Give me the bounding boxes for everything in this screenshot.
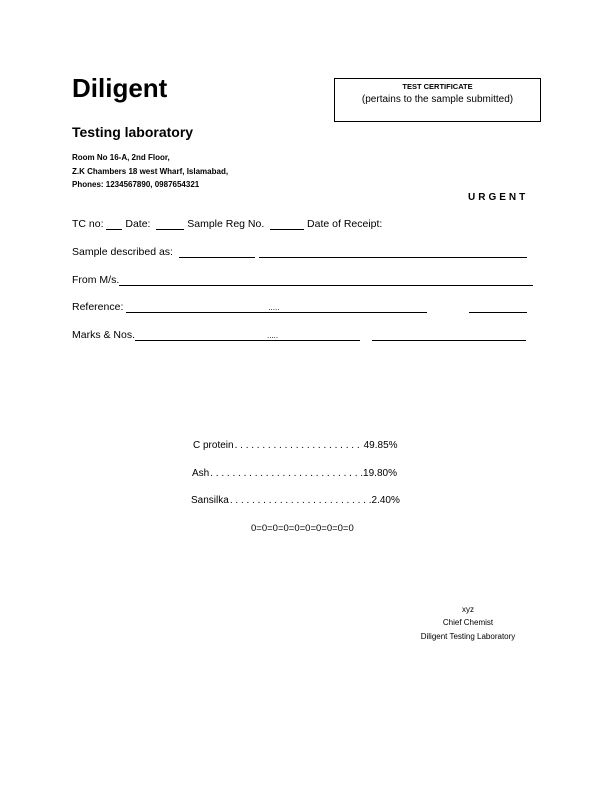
separator: 0=0=0=0=0=0=0=0=0=0 <box>251 523 354 534</box>
certificate-title: TEST CERTIFICATE <box>402 82 473 91</box>
from-row <box>72 274 533 286</box>
sample-described-field[interactable] <box>319 247 527 258</box>
marks-field[interactable] <box>278 330 360 341</box>
date-label: Date: <box>125 218 151 230</box>
reference-row <box>72 301 527 313</box>
company-subtitle: Testing laboratory <box>72 124 194 140</box>
reference-field[interactable] <box>279 302 427 313</box>
result-row-ash <box>192 468 397 479</box>
signatory-org: Diligent Testing Laboratory <box>420 632 516 641</box>
sample-described-field[interactable] <box>259 247 319 258</box>
reference-dots: ..... <box>268 303 280 312</box>
phones-line: Phones: 1234567890, 0987654321 <box>72 180 200 189</box>
marks-field[interactable] <box>372 330 526 341</box>
result-row-sansilka <box>191 495 400 506</box>
address-line: Z.K Chambers 18 west Wharf, Islamabad, <box>72 167 229 176</box>
result-value: 2.40% <box>371 495 400 506</box>
reference-label: Reference: <box>72 301 124 313</box>
address-line: Room No 16-A, 2nd Floor, <box>72 153 170 162</box>
marks-row <box>72 329 526 341</box>
certificate-subtitle: (pertains to the sample submitted) <box>361 94 514 105</box>
sample-described-field[interactable] <box>179 247 255 258</box>
sample-reg-label: Sample Reg No. <box>187 218 265 230</box>
tc-row <box>72 218 382 230</box>
urgent-label: URGENT <box>468 192 529 203</box>
signatory-name: xyz <box>462 605 474 614</box>
tc-no-field[interactable] <box>106 219 122 230</box>
marks-label: Marks & Nos. <box>72 329 136 341</box>
result-name: Ash <box>192 468 210 479</box>
certificate-box <box>334 78 541 122</box>
result-row-c-protein <box>193 440 398 451</box>
result-name: Sansilka <box>191 495 229 506</box>
reference-field[interactable] <box>469 302 527 313</box>
result-value: 19.80% <box>363 468 397 479</box>
date-of-receipt-label: Date of Receipt: <box>307 218 383 230</box>
company-name: Diligent <box>72 73 168 103</box>
tc-no-label: TC no: <box>72 218 104 230</box>
result-value: 49.85% <box>363 440 398 451</box>
marks-field[interactable] <box>135 330 267 341</box>
reference-field[interactable] <box>126 302 268 313</box>
sample-reg-field[interactable] <box>270 219 304 230</box>
sample-described-label: Sample described as: <box>72 246 173 258</box>
result-dots: . . . . . . . . . . . . . . . . . . . . . . . <box>234 440 360 451</box>
signatory-title: Chief Chemist <box>442 618 494 627</box>
sample-row <box>72 246 527 258</box>
marks-dots: ..... <box>267 331 279 340</box>
from-label: From M/s. <box>72 274 120 286</box>
date-field[interactable] <box>156 219 184 230</box>
result-dots: . . . . . . . . . . . . . . . . . . . . . . . . . . . . <box>210 468 364 479</box>
result-dots: . . . . . . . . . . . . . . . . . . . . . . . . . . <box>229 495 372 506</box>
result-name: C protein <box>193 440 234 451</box>
from-field[interactable] <box>119 275 533 286</box>
